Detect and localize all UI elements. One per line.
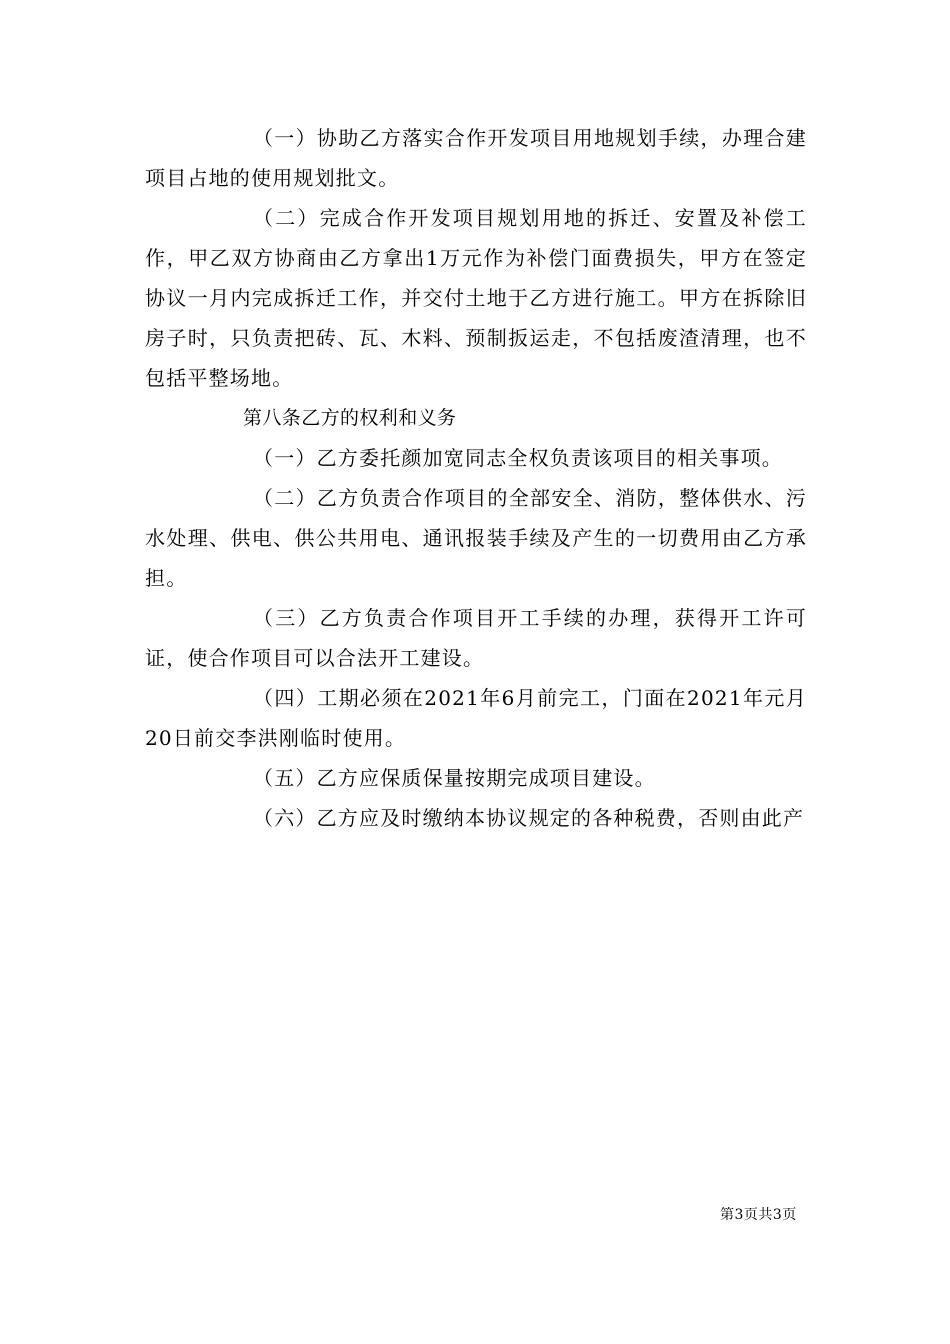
article-heading: 第八条乙方的权利和义务	[243, 407, 457, 429]
obligation-5: （五）乙方应保质保量按期完成项目建设。	[253, 766, 656, 790]
obligation-1: （一）乙方委托颜加宽同志全权负责该项目的相关事项。	[253, 446, 783, 470]
obligation-3: （三）乙方负责合作项目开工手续的办理，获得开工许可证，使合作项目可以合法开工建设。	[145, 606, 807, 670]
paragraph-1: （一）协助乙方落实合作开发项目用地规划手续，办理合建项目占地的使用规划批文。	[145, 126, 807, 190]
page-number-footer: 第3页共3页	[720, 1207, 797, 1223]
obligation-4: （四）工期必须在2021年6月前完工，门面在2021年元月20日前交李洪刚临时使用。	[145, 686, 807, 750]
paragraph-2: （二）完成合作开发项目规划用地的拆迁、安置及补偿工作，甲乙双方协商由乙方拿出1万元作为补偿门面费损失，甲方在签定协议一月内完成拆迁工作，并交付土地于乙方进行施工。甲方在拆除旧房子时，只负责把砖、瓦、木料、预制扳运走，不包括废渣清理，也不包括平整场地。	[145, 206, 807, 390]
obligation-6: （六）乙方应及时缴纳本协议规定的各种税费，否则由此产	[253, 806, 805, 830]
document-body	[145, 118, 807, 838]
obligation-2: （二）乙方负责合作项目的全部安全、消防，整体供水、污水处理、供电、供公共用电、通讯报装手续及产生的一切费用由乙方承担。	[145, 486, 807, 590]
